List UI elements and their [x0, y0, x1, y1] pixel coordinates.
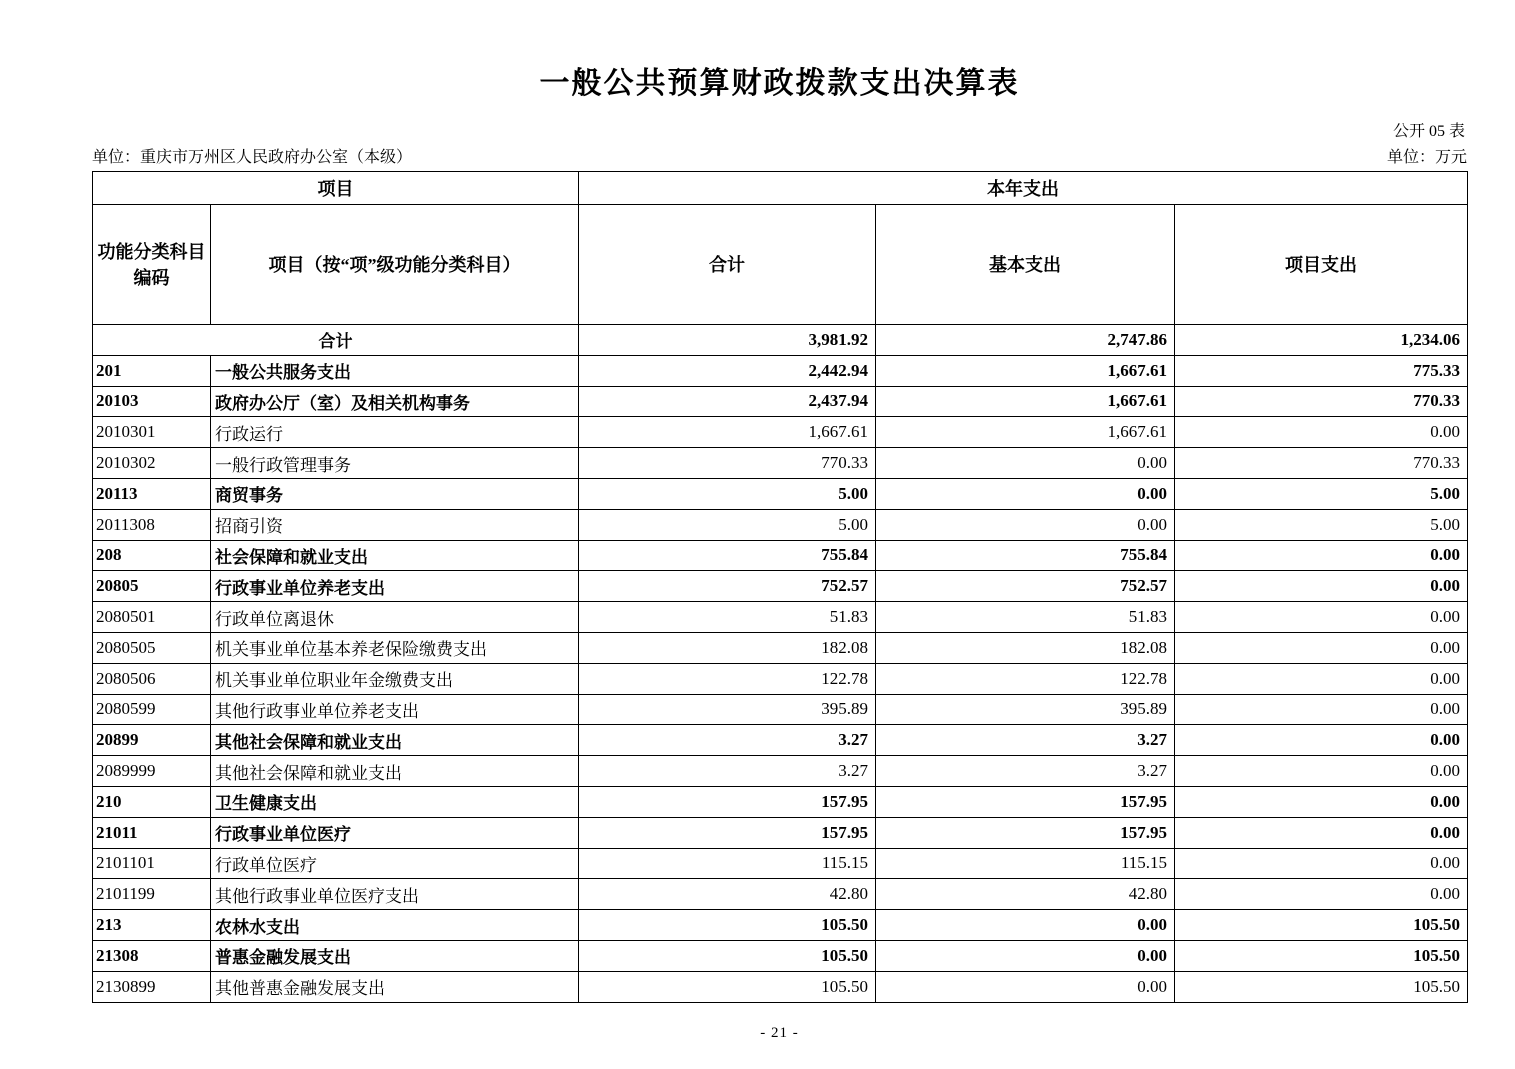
row-code-cell: 21308 — [93, 940, 211, 971]
header-col-total: 合计 — [579, 205, 876, 325]
row-project-cell: 775.33 — [1175, 355, 1468, 386]
row-code-cell: 2080506 — [93, 663, 211, 694]
row-basic-cell: 0.00 — [876, 971, 1175, 1002]
row-basic-cell: 182.08 — [876, 632, 1175, 663]
row-total-cell: 105.50 — [579, 940, 876, 971]
row-name-cell: 机关事业单位基本养老保险缴费支出 — [211, 632, 579, 663]
row-total-cell: 182.08 — [579, 632, 876, 663]
row-total-cell: 157.95 — [579, 817, 876, 848]
table-row — [93, 602, 1468, 633]
row-project-cell: 105.50 — [1175, 910, 1468, 941]
table-header — [93, 172, 1468, 325]
row-project-cell: 1,234.06 — [1175, 325, 1468, 356]
row-basic-cell: 115.15 — [876, 848, 1175, 879]
row-name-cell: 其他普惠金融发展支出 — [211, 971, 579, 1002]
row-code-cell: 2011308 — [93, 509, 211, 540]
row-code-cell: 2101199 — [93, 879, 211, 910]
page-title: 一般公共预算财政拨款支出决算表 — [539, 67, 1020, 100]
row-name-cell: 行政单位离退休 — [211, 602, 579, 633]
table-row — [93, 940, 1468, 971]
row-name-cell: 一般公共服务支出 — [211, 355, 579, 386]
row-name-cell: 社会保障和就业支出 — [211, 540, 579, 571]
row-project-cell: 5.00 — [1175, 509, 1468, 540]
row-total-cell: 42.80 — [579, 879, 876, 910]
row-basic-cell: 0.00 — [876, 509, 1175, 540]
row-basic-cell: 752.57 — [876, 571, 1175, 602]
row-code-cell: 2080599 — [93, 694, 211, 725]
row-project-cell: 0.00 — [1175, 540, 1468, 571]
header-columns-row — [93, 205, 1468, 325]
row-basic-cell: 42.80 — [876, 879, 1175, 910]
row-name-cell: 卫生健康支出 — [211, 786, 579, 817]
row-name-cell: 行政事业单位养老支出 — [211, 571, 579, 602]
row-name-cell: 招商引资 — [211, 509, 579, 540]
table-row — [93, 386, 1468, 417]
header-col-function-code-line2: 编码 — [133, 267, 170, 288]
row-total-cell: 3.27 — [579, 756, 876, 787]
row-total-cell: 770.33 — [579, 448, 876, 479]
row-total-cell: 2,437.94 — [579, 386, 876, 417]
table-row — [93, 417, 1468, 448]
row-name-cell: 其他行政事业单位医疗支出 — [211, 879, 579, 910]
row-project-cell: 105.50 — [1175, 971, 1468, 1002]
header-col-function-code-line1: 功能分类科目 — [97, 241, 206, 262]
table-row — [93, 725, 1468, 756]
budget-table — [92, 171, 1468, 1003]
row-project-cell: 0.00 — [1175, 694, 1468, 725]
row-code-cell: 2130899 — [93, 971, 211, 1002]
row-name-cell: 普惠金融发展支出 — [211, 940, 579, 971]
table-row — [93, 663, 1468, 694]
row-name-cell: 其他社会保障和就业支出 — [211, 725, 579, 756]
table-row — [93, 879, 1468, 910]
header-group-item: 项目 — [93, 172, 579, 205]
row-total-cell: 105.50 — [579, 971, 876, 1002]
row-total-cell: 5.00 — [579, 478, 876, 509]
table-row — [93, 448, 1468, 479]
row-project-cell: 0.00 — [1175, 571, 1468, 602]
unit-organization: 单位：重庆市万州区人民政府办公室（本级） — [92, 149, 413, 166]
row-name-cell: 商贸事务 — [211, 478, 579, 509]
header-col-basic-expenditure: 基本支出 — [876, 205, 1175, 325]
header-col-function-code — [93, 205, 211, 325]
header-col-project-expenditure: 项目支出 — [1175, 205, 1468, 325]
row-total-cell: 122.78 — [579, 663, 876, 694]
row-project-cell: 0.00 — [1175, 663, 1468, 694]
table-row — [93, 509, 1468, 540]
row-total-cell: 115.15 — [579, 848, 876, 879]
row-code-cell: 2089999 — [93, 756, 211, 787]
table-row — [93, 848, 1468, 879]
row-code-cell: 2010301 — [93, 417, 211, 448]
row-code-cell: 20103 — [93, 386, 211, 417]
table-row — [93, 540, 1468, 571]
row-code-cell: 213 — [93, 910, 211, 941]
row-project-cell: 0.00 — [1175, 817, 1468, 848]
row-total-cell: 395.89 — [579, 694, 876, 725]
row-total-cell: 1,667.61 — [579, 417, 876, 448]
table-row — [93, 817, 1468, 848]
row-total-cell: 3.27 — [579, 725, 876, 756]
table-row — [93, 756, 1468, 787]
row-name-cell: 农林水支出 — [211, 910, 579, 941]
row-name-cell: 合计 — [93, 325, 579, 356]
row-project-cell: 0.00 — [1175, 879, 1468, 910]
row-code-cell: 20805 — [93, 571, 211, 602]
row-total-cell: 157.95 — [579, 786, 876, 817]
row-code-cell: 210 — [93, 786, 211, 817]
row-code-cell: 208 — [93, 540, 211, 571]
row-name-cell: 行政事业单位医疗 — [211, 817, 579, 848]
row-basic-cell: 1,667.61 — [876, 386, 1175, 417]
table-row — [93, 355, 1468, 386]
header-group-row — [93, 172, 1468, 205]
row-basic-cell: 1,667.61 — [876, 417, 1175, 448]
row-basic-cell: 3.27 — [876, 725, 1175, 756]
row-basic-cell: 122.78 — [876, 663, 1175, 694]
table-row — [93, 694, 1468, 725]
row-name-cell: 其他社会保障和就业支出 — [211, 756, 579, 787]
row-name-cell: 行政单位医疗 — [211, 848, 579, 879]
row-basic-cell: 157.95 — [876, 786, 1175, 817]
row-name-cell: 一般行政管理事务 — [211, 448, 579, 479]
row-name-cell: 机关事业单位职业年金缴费支出 — [211, 663, 579, 694]
header-group-year-expenditure: 本年支出 — [579, 172, 1468, 205]
row-code-cell: 2101101 — [93, 848, 211, 879]
row-total-cell: 752.57 — [579, 571, 876, 602]
unit-line — [92, 147, 1467, 169]
row-basic-cell: 2,747.86 — [876, 325, 1175, 356]
row-code-cell: 201 — [93, 355, 211, 386]
row-total-cell: 5.00 — [579, 509, 876, 540]
row-code-cell: 20899 — [93, 725, 211, 756]
row-project-cell: 0.00 — [1175, 417, 1468, 448]
row-basic-cell: 51.83 — [876, 602, 1175, 633]
row-name-cell: 行政运行 — [211, 417, 579, 448]
row-project-cell: 0.00 — [1175, 756, 1468, 787]
row-total-cell: 2,442.94 — [579, 355, 876, 386]
row-project-cell: 0.00 — [1175, 725, 1468, 756]
row-basic-cell: 1,667.61 — [876, 355, 1175, 386]
page-number: - 21 - — [760, 1024, 799, 1041]
row-basic-cell: 3.27 — [876, 756, 1175, 787]
table-row — [93, 325, 1468, 356]
table-row — [93, 910, 1468, 941]
row-project-cell: 770.33 — [1175, 448, 1468, 479]
table-row — [93, 478, 1468, 509]
row-basic-cell: 0.00 — [876, 478, 1175, 509]
row-code-cell: 20113 — [93, 478, 211, 509]
row-name-cell: 其他行政事业单位养老支出 — [211, 694, 579, 725]
table-row — [93, 786, 1468, 817]
row-project-cell: 0.00 — [1175, 632, 1468, 663]
row-project-cell: 5.00 — [1175, 478, 1468, 509]
table-body — [93, 325, 1468, 1003]
row-total-cell: 51.83 — [579, 602, 876, 633]
row-basic-cell: 755.84 — [876, 540, 1175, 571]
row-project-cell: 0.00 — [1175, 848, 1468, 879]
unit-currency: 单位：万元 — [1386, 149, 1467, 166]
row-project-cell: 0.00 — [1175, 602, 1468, 633]
table-row — [93, 971, 1468, 1002]
row-project-cell: 105.50 — [1175, 940, 1468, 971]
row-code-cell: 2080501 — [93, 602, 211, 633]
header-col-item-name: 项目（按“项”级功能分类科目） — [211, 205, 579, 325]
table-number: 公开 05 表 — [1392, 123, 1465, 140]
row-name-cell: 政府办公厅（室）及相关机构事务 — [211, 386, 579, 417]
row-basic-cell: 395.89 — [876, 694, 1175, 725]
row-total-cell: 755.84 — [579, 540, 876, 571]
row-total-cell: 3,981.92 — [579, 325, 876, 356]
row-project-cell: 770.33 — [1175, 386, 1468, 417]
row-basic-cell: 157.95 — [876, 817, 1175, 848]
row-basic-cell: 0.00 — [876, 910, 1175, 941]
row-code-cell: 21011 — [93, 817, 211, 848]
row-basic-cell: 0.00 — [876, 940, 1175, 971]
row-project-cell: 0.00 — [1175, 786, 1468, 817]
row-code-cell: 2080505 — [93, 632, 211, 663]
row-total-cell: 105.50 — [579, 910, 876, 941]
row-basic-cell: 0.00 — [876, 448, 1175, 479]
table-row — [93, 632, 1468, 663]
table-row — [93, 571, 1468, 602]
row-code-cell: 2010302 — [93, 448, 211, 479]
document-content — [92, 0, 1467, 1042]
